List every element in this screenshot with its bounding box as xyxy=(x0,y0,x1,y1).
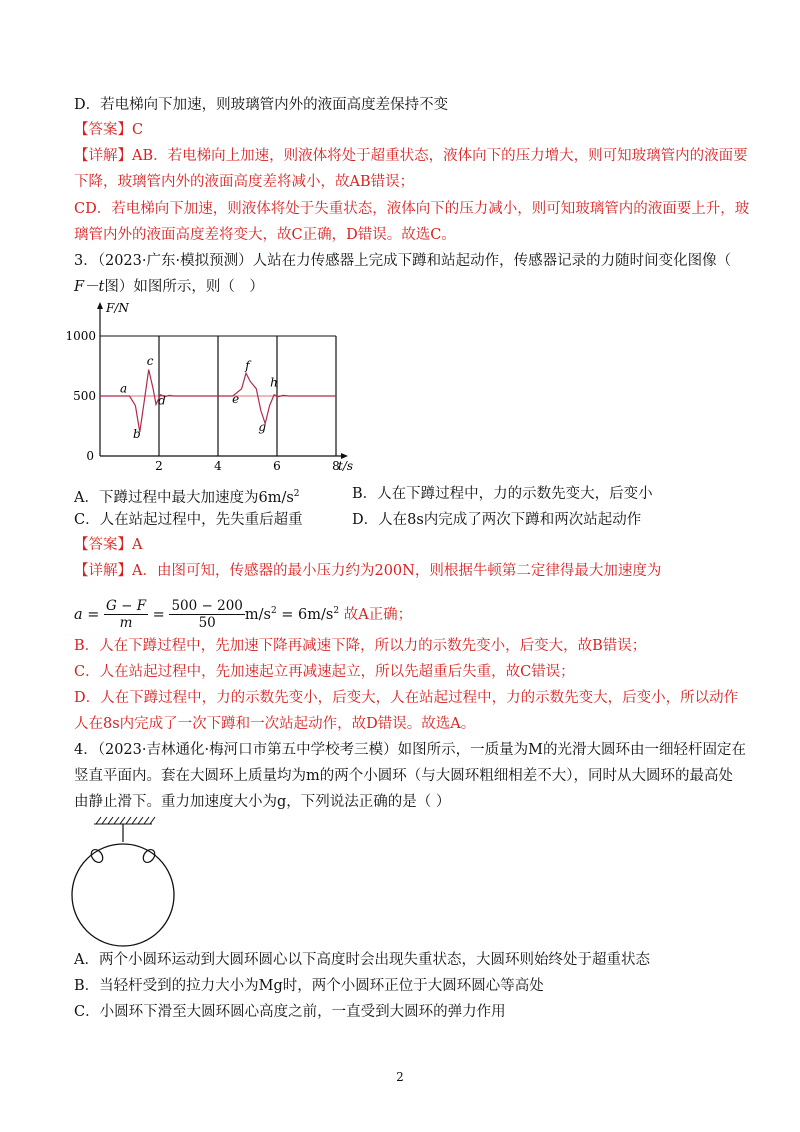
eq-a: a = xyxy=(74,606,100,623)
question4-line3: 由静止滑下。重力加速度大小为g，下列说法正确的是（ ） xyxy=(74,794,451,810)
detail3-line5: D．人在下蹲过程中，力的示数先变小，后变大，人在站起过程中，力的示数先变大，后变小，所以动作 xyxy=(74,690,739,706)
detail2-line2: 下降，玻璃管内外的液面高度差将减小，故AB错误； xyxy=(74,174,415,190)
detail3-line6: 人在8s内完成了一次下蹲和一次站起动作，故D错误。故选A。 xyxy=(74,716,476,732)
detail-tag: 【详解】 xyxy=(74,563,132,579)
eq-result: = 6m/s xyxy=(276,606,334,623)
question3-line2-text: 图）如图所示，则（ ） xyxy=(104,279,264,295)
page-number: 2 xyxy=(396,1070,404,1084)
detail-text: AB．若电梯向上加速，则液体将处于超重状态，液体向下的压力增大，则可知玻璃管内的液面要 xyxy=(132,148,748,164)
question3-line1: 3．（2023·广东·模拟预测）人站在力传感器上完成下蹲和站起动作，传感器记录的力随时间变化图像（ xyxy=(74,253,732,269)
small-ring-left xyxy=(89,847,105,864)
ft-symbol: F－t xyxy=(74,279,105,295)
point-label-g: g xyxy=(258,419,267,434)
option-a-sup: 2 xyxy=(293,489,300,499)
question3-option-d: D．人在8s内完成了两次下蹲和两次站起动作 xyxy=(352,512,642,528)
eq-unit-sup: 2 xyxy=(270,606,277,616)
point-label-h: h xyxy=(270,375,278,390)
x-tick-label-8: 8 xyxy=(332,459,340,473)
chart-tick-labels xyxy=(65,329,339,473)
point-label-c: c xyxy=(146,353,154,368)
detail3-line3: B．人在下蹲过程中，先加速下降再减速下降，所以力的示数先变小，后变大，故B错误； xyxy=(74,638,647,654)
x-tick-label-6: 6 xyxy=(273,459,281,473)
question4-option-a: A．两个小圆环运动到大圆环圆心以下高度时会出现失重状态，大圆环则始终处于超重状态 xyxy=(74,952,650,968)
point-label-e: e xyxy=(232,392,240,407)
eq-unit: m/s xyxy=(244,606,271,623)
eq-num2: 500 − 200 xyxy=(171,598,243,615)
y-axis-arrow xyxy=(97,302,103,309)
detail3-line4: C．人在站起过程中，先加速起立再减速起立，所以先超重后失重，故C错误； xyxy=(74,664,575,680)
detail2-line1 xyxy=(74,145,748,167)
answer2 xyxy=(74,119,143,141)
eq-result-sup: 2 xyxy=(333,606,340,616)
detail-tag: 【详解】 xyxy=(74,148,132,164)
eq-den1: m xyxy=(119,615,133,632)
y-axis-label: F/N xyxy=(106,301,129,315)
question3-option-a xyxy=(74,483,300,509)
point-label-d: d xyxy=(158,393,166,408)
point-label-b: b xyxy=(133,427,141,441)
answer3 xyxy=(74,534,142,556)
detail3-line1 xyxy=(74,560,661,582)
force-time-chart xyxy=(65,298,370,476)
question4-option-c: C．小圆环下滑至大圆环圆心高度之前，一直受到大圆环的弹力作用 xyxy=(74,1004,506,1020)
detail-text: A．由图可知，传感器的最小压力约为200N，则根据牛顿第二定律得最大加速度为 xyxy=(132,563,662,579)
eq-den2: 50 xyxy=(198,615,216,632)
small-ring-right xyxy=(141,847,157,864)
eq-num1: G − F xyxy=(106,598,147,615)
answer-value: C xyxy=(132,122,144,138)
detail2-line4: 璃管内外的液面高度差将变大，故C正确，D错误。故选C。 xyxy=(74,227,456,243)
eq-equals: = xyxy=(152,606,165,623)
point-label-f: f xyxy=(245,358,250,373)
y-tick-label-500: 500 xyxy=(73,389,96,403)
eq-conclusion: 故A正确； xyxy=(343,606,413,623)
question3-line2 xyxy=(74,276,264,298)
question3-option-b: B．人在下蹲过程中，力的示数先变大，后变小 xyxy=(352,486,653,502)
x-tick-label-4: 4 xyxy=(214,459,222,473)
chart-point-labels xyxy=(120,354,278,441)
question3-option-c: C．人在站起过程中，先失重后超重 xyxy=(74,512,303,528)
x-axis-label: t/s xyxy=(338,459,354,473)
answer-tag: 【答案】 xyxy=(74,122,132,138)
question4-line1: 4．（2023·吉林通化·梅河口市第五中学校考三模）如图所示，一质量为M的光滑大圆环由一细轻杆固定在 xyxy=(74,742,746,758)
chart-axes xyxy=(97,301,353,473)
ceiling-hatch xyxy=(94,817,155,824)
ring-diagram xyxy=(70,812,180,942)
origin-label: 0 xyxy=(86,449,94,463)
detail2-line3: CD．若电梯向下加速，则液体将处于失重状态，液体向下的压力减小，则可知玻璃管内的液面要上升，玻 xyxy=(74,201,750,217)
option-a-text: A．下蹲过程中最大加速度为6m/s xyxy=(74,489,294,506)
point-label-a: a xyxy=(120,381,128,396)
question4-option-b: B．当轻杆受到的拉力大小为Mg时，两个小圆环正位于大圆环圆心等高处 xyxy=(74,978,544,994)
x-tick-label-2: 2 xyxy=(155,459,163,473)
acceleration-equation xyxy=(74,592,412,630)
y-tick-label-1000: 1000 xyxy=(65,329,96,343)
question2-option-d: D．若电梯向下加速，则玻璃管内外的液面高度差保持不变 xyxy=(74,97,449,113)
answer-tag: 【答案】 xyxy=(74,537,132,553)
eq-fraction-1 xyxy=(104,598,148,631)
question4-line2: 竖直平面内。套在大圆环上质量均为m的两个小圆环（与大圆环粗细相差不大），同时从大圆环的最高处 xyxy=(74,768,733,784)
large-ring xyxy=(72,844,174,946)
eq-fraction-2 xyxy=(169,598,244,631)
answer-value: A xyxy=(132,537,143,553)
